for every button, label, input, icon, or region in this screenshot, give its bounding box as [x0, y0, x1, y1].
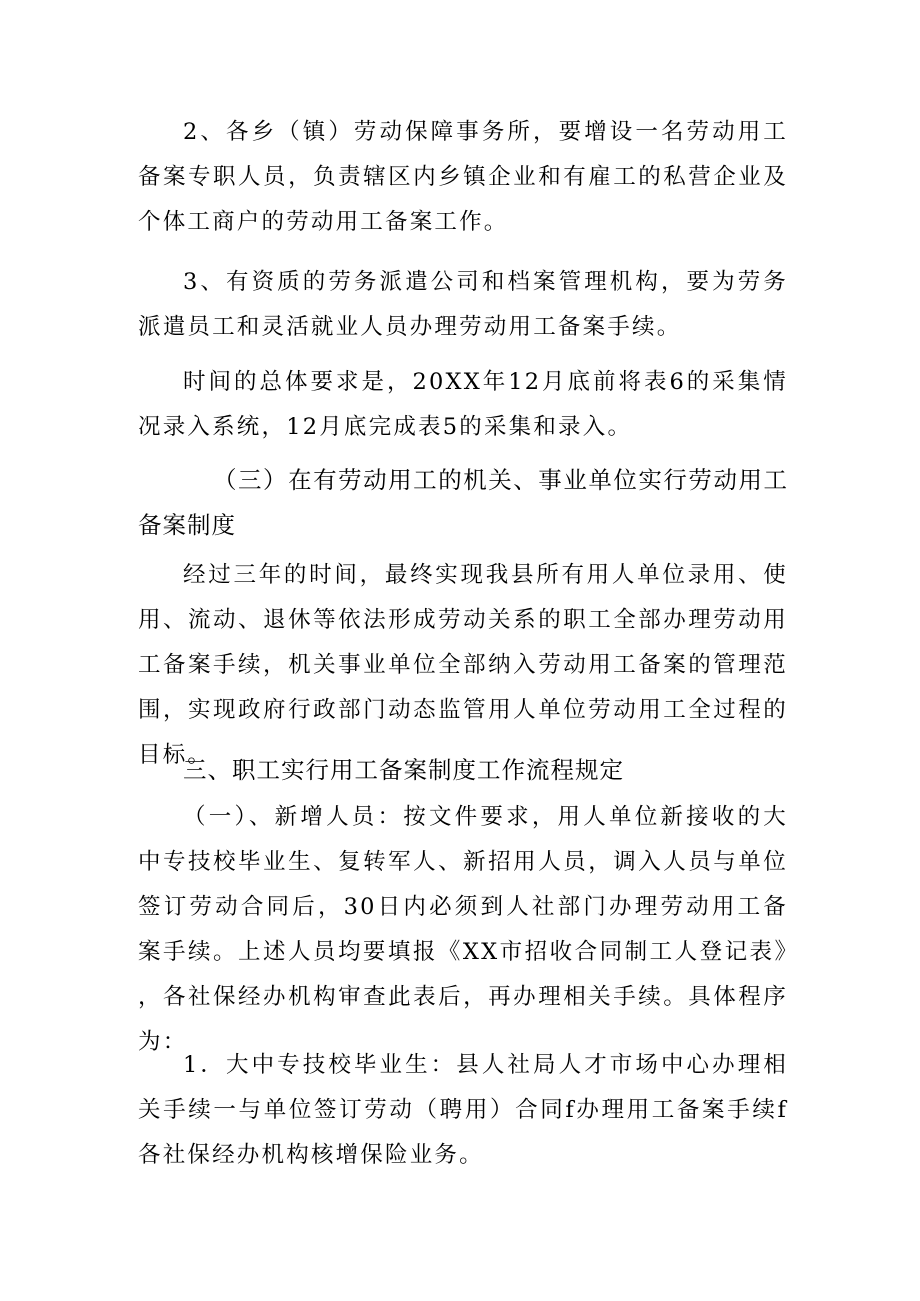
paragraph-township-staff: 2、各乡（镇）劳动保障事务所，要增设一名劳动用工备案专职人员，负责辖区内乡镇企业和有雇工的私营企业及个体工商户的劳动用工备案工作。 [138, 119, 788, 235]
paragraph-dispatch-companies: 3、有资质的劳务派遣公司和档案管理机构，要为劳务派遣员工和灵活就业人员办理劳动用工备案手续。 [138, 269, 788, 340]
section-heading-workflow: 三、职工实行用工备案制度工作流程规定 [183, 756, 624, 784]
paragraph-new-staff: （一）、新增人员：按文件要求，用人单位新接收的大中专技校毕业生、复转军人、新招用人员，调入人员与单位签订劳动合同后，30日内必须到人社部门办理劳动用工备案手续。上述人员均要填报《XX市招收合同制工人登记表》，各社保经办机构审查此表后，再办理相关手续。具体程序为： [138, 804, 788, 1055]
paragraph-graduates-procedure: 1．大中专技校毕业生：县人社局人才市场中心办理相关手续一与单位签订劳动（聘用）合同f办理用工备案手续f各社保经办机构核增保险业务。 [138, 1052, 788, 1168]
paragraph-three-year-goal: 经过三年的时间，最终实现我县所有用人单位录用、使用、流动、退休等依法形成劳动关系的职工全部办理劳动用工备案手续，机关事业单位全部纳入劳动用工备案的管理范围，实现政府行政部门动态监管用人单位劳动用工全过程的目标。 [138, 562, 788, 768]
paragraph-time-requirements: 时间的总体要求是，20XX年12月底前将表6的采集情况录入系统，12月底完成表5的采集和录入。 [138, 369, 788, 440]
section-heading-agencies: （三）在有劳动用工的机关、事业单位实行劳动用工备案制度 [138, 466, 788, 539]
